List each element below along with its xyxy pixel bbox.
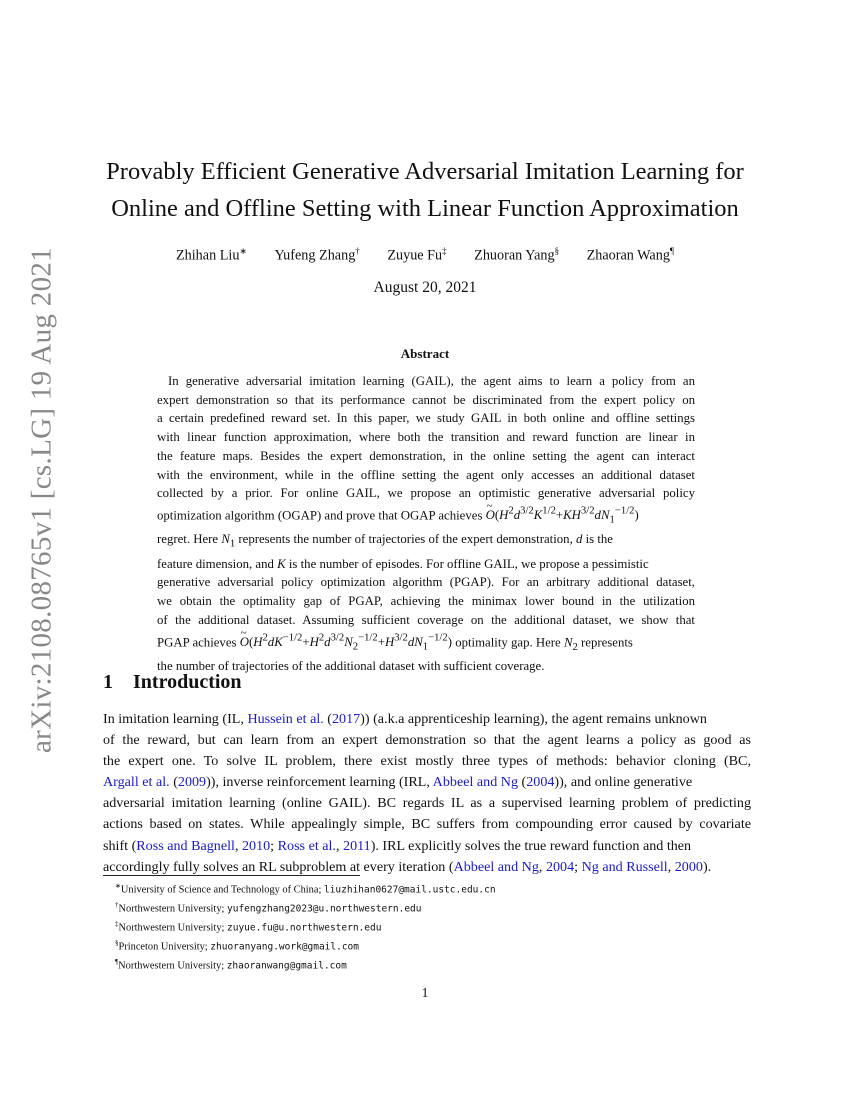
footnote-mark: ‡ xyxy=(115,920,119,929)
footnote-2 xyxy=(115,898,496,917)
abstract-text: is the xyxy=(585,532,613,547)
intro-text: ) (a.k.a apprenticeship learning), the agent remains unknown xyxy=(364,711,707,727)
citation-ross-bagnell-year[interactable]: 2010 xyxy=(241,837,271,854)
author-1 xyxy=(176,246,247,265)
pgap-gap-formula: ~ $O(H^2dK^{-1/2}+H^2d^{3/2}N_2^{-1/2}+H^{3/2}dN_1^{-1/2})$ xyxy=(240,635,452,649)
author-2 xyxy=(275,246,360,265)
symbol-n1: N xyxy=(221,532,230,547)
section-title: Introduction xyxy=(133,671,242,693)
citation-ross-year[interactable]: 2011 xyxy=(343,837,371,854)
citation-abbeel[interactable]: Abbeel and Ng xyxy=(453,858,539,875)
intro-line: In imitation learning (IL, Hussein et al. (2017)) (a.k.a apprenticeship learning), the agent remains unknown xyxy=(103,711,707,727)
abstract-body xyxy=(157,372,695,676)
citation-hussein[interactable]: Hussein et al. xyxy=(247,711,324,727)
footnote-divider xyxy=(103,875,360,876)
intro-text: accordingly fully solves an RL subproblem at every iteration ( xyxy=(103,858,454,875)
citation-ross-bagnell[interactable]: Ross and Bagnell xyxy=(136,837,235,854)
footnote-email[interactable]: zhaoranwang@gmail.com xyxy=(226,960,347,972)
footnote-mark: † xyxy=(115,901,119,910)
footnote-affiliation: University of Science and Technology of China; xyxy=(120,884,324,896)
author-4 xyxy=(474,246,559,265)
abstract-text: optimality gap. Here xyxy=(455,634,561,649)
symbol-k: K xyxy=(277,556,286,571)
abstract-text: feature dimension, and xyxy=(157,556,274,571)
author-3 xyxy=(387,246,446,265)
abstract-text: represents the number of trajectories of the expert demonstration, xyxy=(238,532,573,547)
intro-text: shift ( xyxy=(103,837,137,854)
footnote-email[interactable]: zuyue.fu@u.northwestern.edu xyxy=(227,922,382,934)
author-mark[interactable]: § xyxy=(554,246,560,256)
abstract-line: we obtain the optimality gap of PGAP, achieving the minimax lower bound in the utilization xyxy=(157,594,695,609)
intro-line: Argall et al. (2009)), inverse reinforcement learning (IRL, Abbeel and Ng (2004)), and online generative xyxy=(103,774,693,791)
abstract-text: PGAP achieves xyxy=(157,634,237,649)
footnote-affiliation: Northwestern University; xyxy=(118,903,228,915)
footnotes xyxy=(115,879,496,974)
author-mark[interactable]: ¶ xyxy=(669,246,674,256)
abstract-line: the feature maps. Besides the expert demonstration, in the online setting the agent can interact xyxy=(157,448,695,463)
abstract-line: generative adversarial policy optimization algorithm (PGAP). For an arbitrary additional dataset, xyxy=(157,575,695,590)
abstract-line xyxy=(157,503,695,531)
author-mark[interactable]: ‡ xyxy=(442,246,447,256)
abstract-line: with linear function approximation, where both the transition and reward function are linear in xyxy=(157,430,695,445)
footnote-affiliation: Northwestern University; xyxy=(118,922,228,934)
intro-text: ). IRL explicitly solves the true reward function and then xyxy=(370,837,692,854)
section-heading-introduction xyxy=(103,671,242,694)
intro-text: )), and online generative xyxy=(554,774,693,791)
author-name: Zhaoran Wang xyxy=(586,247,670,264)
footnote-5 xyxy=(115,955,496,974)
abstract-text: is the number of episodes. For offline GAIL, we propose a pessimistic xyxy=(288,556,649,571)
intro-line: actions based on states. While appealingly simple, BC suffers from compounding error caused by covariate xyxy=(103,816,751,833)
author-name: Zhihan Liu xyxy=(175,247,240,264)
intro-text: )), inverse reinforcement learning (IRL, xyxy=(206,774,430,791)
footnote-4 xyxy=(115,936,496,955)
abstract-line: expert demonstration so that its performance cannot be discriminated from the expert policy on xyxy=(157,392,695,407)
intro-line: adversarial imitation learning (online GAIL). BC regards IL as a supervised learning problem of predicting xyxy=(103,795,751,812)
author-mark[interactable]: † xyxy=(355,246,360,256)
abstract-line xyxy=(157,555,695,574)
introduction-paragraph xyxy=(103,709,751,878)
abstract-line: a certain predefined reward set. In this paper, we study GAIL in both online and offline settings xyxy=(157,411,695,426)
section-number: 1 xyxy=(103,671,113,693)
intro-text: ). xyxy=(702,858,712,875)
abstract-text: optimization algorithm (OGAP) and prove that OGAP achieves xyxy=(157,508,483,523)
citation-hussein-year[interactable]: 2017 xyxy=(331,711,361,727)
abstract-line: In generative adversarial imitation learning (GAIL), the agent aims to learn a policy from an xyxy=(168,374,695,388)
citation-abbeel-year[interactable]: 2004 xyxy=(526,774,555,791)
abstract-line: regret. Here $N_1$ represents the number of trajectories of the expert demonstration, d is the xyxy=(157,532,613,550)
footnote-1 xyxy=(115,879,496,898)
abstract-heading: Abstract xyxy=(400,346,450,361)
abstract-text: regret. Here xyxy=(157,532,219,547)
intro-text: In imitation learning (IL, xyxy=(103,711,244,727)
footnote-email[interactable]: yufengzhang2023@u.northwestern.edu xyxy=(227,903,422,915)
publication-date: August 20, 2021 xyxy=(373,279,477,296)
page-number: 1 xyxy=(421,985,429,1000)
arxiv-identifier-stamp[interactable]: arXiv:2108.08765v1 [cs.LG] 19 Aug 2021 xyxy=(25,247,58,753)
citation-abbeel[interactable]: Abbeel and Ng xyxy=(432,774,518,791)
author-name: Zhuoran Yang xyxy=(474,247,555,264)
abstract-line: with the environment, while in the offline setting the agent only accesses an additional dataset xyxy=(157,467,695,482)
citation-argall-year[interactable]: 2009 xyxy=(177,774,207,791)
author-list xyxy=(60,246,790,265)
intro-line: of the reward, but can learn from an expert demonstration so that the agent learns a policy as good as xyxy=(103,732,751,749)
citation-ng-russell-year[interactable]: 2000 xyxy=(674,858,703,875)
abstract-line: the number of trajectories of the additional dataset with sufficient coverage. xyxy=(157,659,545,674)
citation-ross[interactable]: Ross et al. xyxy=(277,837,336,854)
intro-line: shift (Ross and Bagnell, 2010; Ross et al., 2011). IRL explicitly solves the true reward function and then xyxy=(103,837,692,854)
symbol-d: d xyxy=(575,532,583,547)
footnote-mark: § xyxy=(115,939,119,948)
footnote-mark: ∗ xyxy=(115,882,121,890)
intro-line: accordingly fully solves an RL subproblem at every iteration (Abbeel and Ng, 2004; Ng and Russell, 2000). xyxy=(103,858,712,875)
footnote-mark: ¶ xyxy=(115,958,119,967)
footnote-affiliation: Princeton University; xyxy=(118,941,211,953)
footnote-affiliation: Northwestern University; xyxy=(118,960,227,972)
abstract-line: of the additional dataset. Assuming sufficient coverage on the additional dataset, we show that xyxy=(157,612,695,627)
author-mark[interactable]: ∗ xyxy=(239,246,247,256)
paper-title xyxy=(60,153,790,227)
abstract-text: represents xyxy=(581,634,633,649)
footnote-3 xyxy=(115,917,496,936)
citation-ng-russell[interactable]: Ng and Russell xyxy=(581,858,668,875)
citation-argall[interactable]: Argall et al. xyxy=(103,774,170,791)
author-name: Zuyue Fu xyxy=(387,247,443,264)
symbol-n2: N xyxy=(563,634,573,649)
title-line-1: Provably Efficient Generative Adversarial Imitation Learning for xyxy=(106,158,744,185)
intro-line: the expert one. To solve IL problem, there exist mostly three types of methods: behavior cloning (BC, xyxy=(103,753,751,770)
abstract-line: PGAP achieves ~ $O(H^2dK^{-1/2}+H^2d^{3/2}N_2^{-1/2}+H^{3/2}dN_1^{-1/2})$ optimality gap. Here $N_2$ represents xyxy=(157,630,695,658)
citation-abbeel-year[interactable]: 2004 xyxy=(545,858,575,875)
ogap-regret-formula: ~ $O(H^2d^{3/2}K^{1/2}+KH^{3/2}dN_1^{-1/2})$ xyxy=(486,508,639,522)
footnote-email[interactable]: zhuoranyang.work@gmail.com xyxy=(210,941,359,953)
author-5 xyxy=(587,246,674,265)
title-line-2: Online and Offline Setting with Linear Function Approximation xyxy=(111,195,739,222)
abstract-line: collected by a prior. For online GAIL, we propose an optimistic generative adversarial policy xyxy=(157,486,695,501)
author-name: Yufeng Zhang xyxy=(274,247,356,264)
footnote-email[interactable]: liuzhihan0627@mail.ustc.edu.cn xyxy=(323,884,496,896)
